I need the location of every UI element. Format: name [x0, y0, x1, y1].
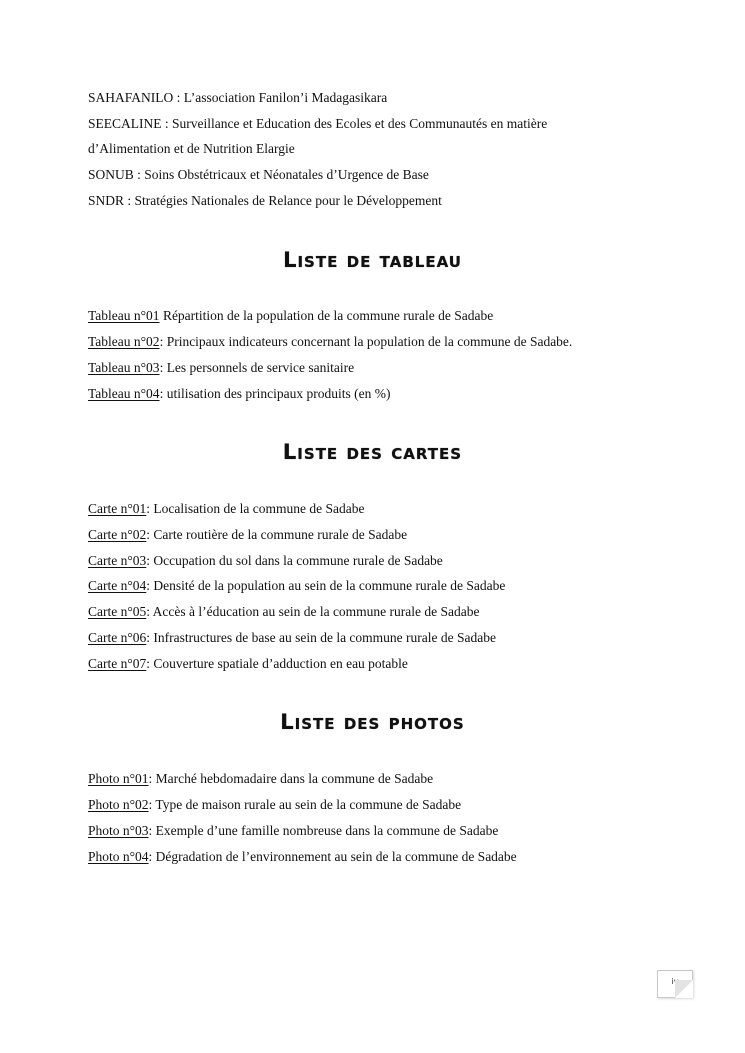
- table-reference: Tableau n°03: [88, 360, 160, 375]
- map-reference: Carte n°05: [88, 604, 147, 619]
- list-item: [88, 386, 391, 402]
- list-item: [88, 308, 493, 324]
- map-description: : Accès à l’éducation au sein de la commune rurale de Sadabe: [146, 604, 480, 619]
- page-number-badge: [657, 970, 693, 998]
- table-description: Répartition de la population de la commune rurale de Sadabe: [159, 308, 494, 323]
- list-item: [88, 334, 572, 350]
- abbreviation-line: d’Alimentation et de Nutrition Elargie: [88, 141, 295, 156]
- map-reference: Carte n°02: [88, 527, 147, 542]
- table-description: : Les personnels de service sanitaire: [159, 360, 355, 375]
- map-description: : Occupation du sol dans la commune rurale de Sadabe: [146, 553, 443, 568]
- photo-reference: Photo n°03: [88, 823, 149, 838]
- table-reference: Tableau n°01: [88, 308, 160, 323]
- list-item: [88, 360, 354, 376]
- table-description: : utilisation des principaux produits (en %): [159, 386, 391, 401]
- photo-description: : Marché hebdomadaire dans la commune de Sadabe: [148, 771, 434, 786]
- map-reference: Carte n°01: [88, 501, 147, 516]
- table-reference: Tableau n°04: [88, 386, 160, 401]
- map-description: : Infrastructures de base au sein de la commune rurale de Sadabe: [146, 630, 496, 645]
- section-heading-photos: Liste des photos: [280, 710, 465, 734]
- map-reference: Carte n°04: [88, 578, 147, 593]
- list-item: [88, 823, 498, 839]
- table-reference: Tableau n°02: [88, 334, 160, 349]
- abbreviation-line: SNDR : Stratégies Nationales de Relance pour le Développement: [88, 193, 442, 208]
- photo-description: : Exemple d’une famille nombreuse dans la commune de Sadabe: [148, 823, 499, 838]
- photo-reference: Photo n°02: [88, 797, 149, 812]
- list-item: [88, 527, 407, 543]
- section-heading-tables: Liste de tableau: [283, 248, 462, 272]
- map-reference: Carte n°06: [88, 630, 147, 645]
- photo-reference: Photo n°04: [88, 849, 149, 864]
- abbreviation-line: SONUB : Soins Obstétricaux et Néonatales d’Urgence de Base: [88, 167, 429, 182]
- map-reference: Carte n°07: [88, 656, 147, 671]
- photo-description: : Dégradation de l’environnement au sein de la commune de Sadabe: [148, 849, 517, 864]
- table-description: : Principaux indicateurs concernant la population de la commune de Sadabe.: [159, 334, 573, 349]
- list-item: [88, 553, 443, 569]
- list-item: [88, 797, 461, 813]
- section-heading-maps: Liste des cartes: [282, 440, 463, 464]
- map-reference: Carte n°03: [88, 553, 147, 568]
- list-item: [88, 771, 433, 787]
- map-description: : Carte routière de la commune rurale de Sadabe: [146, 527, 408, 542]
- abbreviation-line: SEECALINE : Surveillance et Education des Ecoles et des Communautés en matière: [88, 116, 548, 131]
- page-number: iv: [671, 977, 679, 986]
- list-item: [88, 630, 496, 646]
- map-description: : Couverture spatiale d’adduction en eau potable: [146, 656, 408, 671]
- photo-reference: Photo n°01: [88, 771, 149, 786]
- abbreviation-line: SAHAFANILO : L’association Fanilon’i Madagasikara: [88, 90, 388, 105]
- list-item: [88, 501, 364, 517]
- photo-description: : Type de maison rurale au sein de la commune de Sadabe: [148, 797, 462, 812]
- list-item: [88, 578, 505, 594]
- list-item: [88, 604, 480, 620]
- list-item: [88, 849, 517, 865]
- map-description: : Densité de la population au sein de la commune rurale de Sadabe: [146, 578, 506, 593]
- map-description: : Localisation de la commune de Sadabe: [146, 501, 365, 516]
- page-curl-icon: [675, 980, 693, 998]
- list-item: [88, 656, 408, 672]
